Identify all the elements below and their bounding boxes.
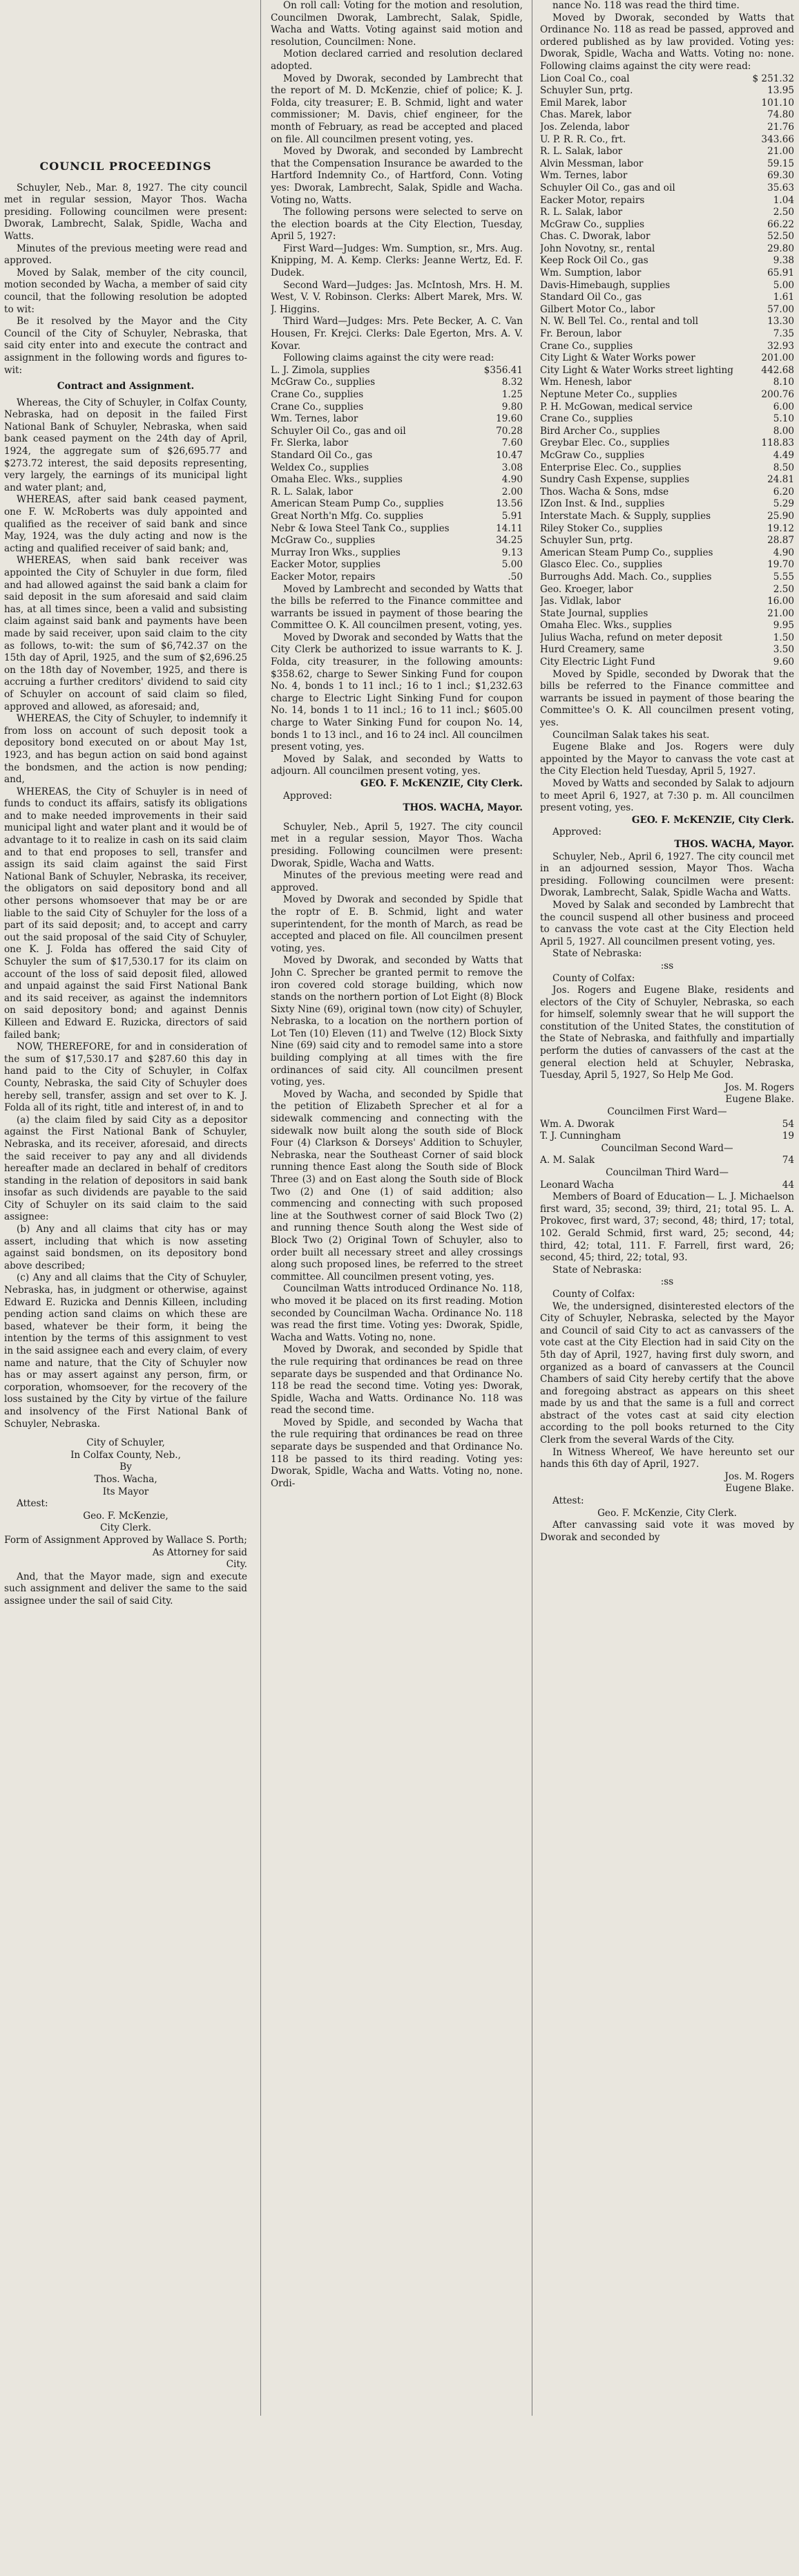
claim-row: Chas. C. Dworak, labor 52.50 xyxy=(540,231,794,243)
claim-row: Davis-Himebaugh, supplies 5.00 xyxy=(540,279,794,291)
claim-row: Wm. Ternes, labor 69.30 xyxy=(540,170,794,182)
claim-row: City Light & Water Works power 201.00 xyxy=(540,352,794,364)
paragraph: Moved by Dworak, seconded by Lambrecht that the report of M. D. McKenzie, chief of police; K. J. Folda, city treasurer; E. B. Schmid, light and water commissioner; M. Davis, chief engineer, for the month of February, as read be accepted and placed on file. All councilmen present voting, yes. xyxy=(271,73,523,145)
votes-heading: Councilman Second Ward— xyxy=(601,1142,733,1154)
claim-row: L. J. Zimola, supplies $356.41 xyxy=(271,364,523,376)
certification-paragraph: We, the undersigned, disinterested electors of the City of Schuyler, Nebraska, selected by the Mayor and Council of said City to act as canvassers of the vote cast at the City Election had in said City on the 5th day of April, 1927, having first duly sworn, and organized as a board of canvassers at the Council Chambers of said City hereby certify that the above and foregoing abstract as appears on this sheet made by us and that the same is a full and correct abstract of the votes cast at said city election according to the poll books returned to the City Clerk from the several Wards of the City. xyxy=(540,1300,794,1446)
paragraph: WHEREAS, the City of Schuyler, to indemnify it from loss on account of such deposit took a depository bond executed on or about May 1st, 1923, and has begun action on said bond against the bondsmen, and the action is now pending; and, xyxy=(4,713,247,786)
claim-row: Schuyler Oil Co., gas and oil 70.28 xyxy=(271,425,523,437)
paragraph: Moved by Lambrecht and seconded by Watts that the bills be referred to the Finance committee and warrants be issued in payment of those bearing the Committee O. K. All councilmen present, voting, yes. xyxy=(271,583,523,632)
paragraph: Third Ward—Judges: Mrs. Pete Becker, A. C. Van Housen, Fr. Krejci. Clerks: Dale Egerton, Mrs. A. V. Kovar. xyxy=(271,316,523,352)
claim-row: Schuyler Sun, prtg. 13.95 xyxy=(540,85,794,97)
claim-row: Interstate Mach. & Supply, supplies 25.90 xyxy=(540,510,794,522)
claim-row: U. P. R. R. Co., frt. 343.66 xyxy=(540,133,794,145)
claim-row: R. L. Salak, labor 2.50 xyxy=(540,207,794,218)
paragraph: Moved by Spidle, and seconded by Wacha that the rule requiring that ordinances be read on three separate days be suspended and that Ordinance No. 118 be passed to its third reading. Voting yes: Dworak, Spidle, Wacha and Watts. Voting no, none. Ordi- xyxy=(271,1417,523,1489)
form-approval: City. xyxy=(226,1559,247,1571)
signature-line: Its Mayor xyxy=(102,1486,149,1497)
claim-row: Jos. Zelenda, labor 21.76 xyxy=(540,121,794,133)
claim-row: Emil Marek, labor 101.10 xyxy=(540,97,794,108)
vote-row: T. J. Cunningham 19 xyxy=(540,1130,794,1142)
claim-row: Standard Oil Co., gas 1.61 xyxy=(540,292,794,303)
claim-row: Weldex Co., supplies 3.08 xyxy=(271,462,523,473)
signature-line: Jos. M. Rogers xyxy=(724,1470,794,1482)
claim-row: City Light & Water Works street lighting 442.68 xyxy=(540,364,794,376)
vote-row: Wm. A. Dworak 54 xyxy=(540,1118,794,1130)
claim-row: N. W. Bell Tel. Co., rental and toll 13.30 xyxy=(540,316,794,328)
vote-row: A. M. Salak 74 xyxy=(540,1155,794,1166)
paragraph: Moved by Salak and seconded by Lambrecht that the council suspend all other business and proceed to canvass the vote cast at the City Election held April 5, 1927. All councilmen present voting, yes. xyxy=(540,899,794,947)
signature-line: Thos. Wacha, xyxy=(94,1473,157,1485)
claim-row: Sundry Cash Expense, supplies 24.81 xyxy=(540,474,794,486)
section-heading: COUNCIL PROCEEDINGS xyxy=(39,160,212,173)
signature-line: Eugene Blake. xyxy=(725,1483,794,1495)
attest-line: Attest: xyxy=(17,1498,48,1510)
paragraph: After canvassing said vote it was moved by Dworak and seconded by xyxy=(540,1519,794,1543)
signature-line: In Colfax County, Neb., xyxy=(70,1449,181,1461)
paragraph: And, that the Mayor made, sign and execute such assignment and deliver the same to the said assignee under the sail of said City. xyxy=(4,1571,247,1607)
claim-row: Crane Co., supplies 1.25 xyxy=(271,389,523,400)
claim-row: Riley Stoker Co., supplies 19.12 xyxy=(540,522,794,534)
signature-line: Jos. M. Rogers xyxy=(724,1081,794,1093)
venue-line: County of Colfax: xyxy=(552,972,635,984)
claim-row: Bird Archer Co., supplies 8.00 xyxy=(540,425,794,437)
paragraph: Moved by Dworak and seconded by Spidle that the roptr of E. B. Schmid, light and water superintendent, for the month of March, as read be accepted and placed on file. All councilmen present voting, yes. xyxy=(271,894,523,954)
claim-row: R. L. Salak, labor 2.00 xyxy=(271,486,523,498)
venue-line: State of Nebraska: xyxy=(552,948,642,960)
claim-row: Crane Co., supplies 5.10 xyxy=(540,413,794,425)
claim-row: McGraw Co., supplies 8.32 xyxy=(271,377,523,388)
attest-line: Geo. F. McKenzie, xyxy=(83,1510,169,1522)
claim-row: Hurd Creamery, same 3.50 xyxy=(540,644,794,656)
claim-row: John Novotny, sr., rental 29.80 xyxy=(540,243,794,254)
claims-list xyxy=(271,365,523,584)
claim-row: IZon Inst. & Ind., supplies 5.29 xyxy=(540,498,794,510)
paragraph: Be it resolved by the Mayor and the City Council of the City of Schuyler, Nebraska, that said city enter into and execute the contract and assignment in the following words and figures to-wit: xyxy=(4,316,247,376)
oath-paragraph: Jos. Rogers and Eugene Blake, residents and electors of the City of Schuyler, Nebraska, so each for himself, solemnly swear that he will support the constitution of the United States, the constitution of the State of Nebraska, and faithfully and impartially perform the duties of canvassers of the cast at the general election held at Schuyler, Nebraska, Tuesday, April 5, 1927, So Help Me God. xyxy=(540,985,794,1081)
paragraph: WHEREAS, when said bank receiver was appointed the City of Schuyler in due form, filed and had allowed against the said bank a claim for said deposit in the sum aforesaid and said claim has, at all times since, been a valid and subsisting claim against said bank and payments have been made by said receiver, upon said claim to the city as follows, to-wit: the sum of $6,742.37 on the 15th day of April, 1925, and the sum of $2,696.25 on the 18th day of November, 1925, and there is accruing a further creditors' dividend to said city of Schuyler on account of said claim so filed, approved and allowed, as aforesaid; and, xyxy=(4,555,247,712)
clerk-signature: GEO. F. McKENZIE, City Clerk. xyxy=(360,778,523,789)
paragraph: Moved by Dworak, and seconded by Spidle that the rule requiring that ordinances be read on three separate days be suspended and that Ordinance No. 118 be read the second time. Voting yes: Dworak, Spidle, Wacha and Watts. Ordinance No. 118 was read the second time. xyxy=(271,1344,523,1417)
claim-row: Jas. Vidlak, labor 16.00 xyxy=(540,596,794,607)
column-2 xyxy=(271,0,523,2416)
paragraph: The following persons were selected to serve on the election boards at the City Election, Tuesday, April 5, 1927: xyxy=(271,207,523,243)
venue-line: State of Nebraska: xyxy=(552,1264,642,1276)
education-votes: Members of Board of Education— L. J. Michaelson first ward, 35; second, 39; third, 21; total 95. L. A. Prokovec, first ward, 37; second, 48; third, 17; total, 102. Gerald Schmid, first ward, 25; second, 44; third, 42; total, 111. F. Farrell, first ward, 26; second, 45; third, 22; total, 93. xyxy=(540,1191,794,1264)
claim-row: Murray Iron Wks., supplies 9.13 xyxy=(271,547,523,558)
signature-line: By xyxy=(119,1461,132,1473)
paragraph: Schuyler, Neb., April 5, 1927. The city council met in a regular session, Mayor Thos. Wacha presiding. Following councilmen were present: Dworak, Spidle, Wacha and Watts. xyxy=(271,821,523,869)
attest-line: Attest: xyxy=(552,1495,584,1507)
approved-label: Approved: xyxy=(552,826,601,838)
venue-line: County of Colfax: xyxy=(552,1288,635,1300)
paragraph: First Ward—Judges: Wm. Sumption, sr., Mrs. Aug. Knipping, M. A. Kemp. Clerks: Jeanne Wertz, Ed. F. Dudek. xyxy=(271,243,523,279)
claim-row: Lion Coal Co., coal $ 251.32 xyxy=(540,73,794,84)
claim-row: Julius Wacha, refund on meter deposit 1.50 xyxy=(540,632,794,643)
claim-row: Alvin Messman, labor 59.15 xyxy=(540,158,794,169)
paragraph: Minutes of the previous meeting were read and approved. xyxy=(271,870,523,893)
claim-row: Eacker Motor, repairs .50 xyxy=(271,571,523,583)
paragraph: Moved by Spidle, seconded by Dworak that the bills be referred to the Finance committee and warrants be issued in payment of those bearing the Committee's O. K. All councilmen present voting, yes. xyxy=(540,668,794,729)
paragraph: On roll call: Voting for the motion and resolution, Councilmen Dworak, Lambrecht, Salak, Spidle, Wacha and Watts. Voting against said motion and resolution, Councilmen: None. xyxy=(271,0,523,48)
column-3 xyxy=(540,0,794,2416)
claim-row: Geo. Kroeger, labor 2.50 xyxy=(540,583,794,595)
claim-row: Thos. Wacha & Sons, mdse 6.20 xyxy=(540,486,794,498)
paragraph: WHEREAS, the City of Schuyler is in need of funds to conduct its affairs, satisfy its obligations and to make needed improvements in their said municipal light and water plant and it would be of advantage to it to realize in cash on its said claim and to that end proposes to sell, transfer and assign its said claim against the said First National Bank of Schuyler, Nebraska, its receiver, the obligators on said depository bond and all other persons whomsoever that may be or are liable to the said City of Schuyler for the loss of a part of its said deposit; and, to accept and carry out the said proposal of the said City of Schuyler, one K. J. Folda has offered the said City of Schuyler the sum of $17,530.17 for its claim on account of the loss of said deposit filed, allowed and unpaid against the said First National Bank and its said receiver, as against the indemnitors on said depository bond; and against Dennis Killeen and Edward E. Ruzicka, directors of said failed bank; xyxy=(4,786,247,1041)
votes-heading: Councilman Third Ward— xyxy=(606,1167,729,1178)
paragraph: (c) Any and all claims that the City of Schuyler, Nebraska, has, in judgment or otherwise, against Edward E. Ruzicka and Dennis Killeen, including pending action sand claims on which these are based, whatever be their form, it being the intention by the terms of this assignment to vest in the said assignee each and every claim, of every name and nature, that the City of Schuyler now has or may assert against any person, firm, or corporation, whomsoever, for the recovery of the loss sustained by the City by virtue of the failure and insolvency of the First National Bank of Schuyler, Nebraska. xyxy=(4,1272,247,1430)
paragraph: Councilman Salak takes his seat. xyxy=(552,729,710,741)
venue-line: :ss xyxy=(660,1276,674,1288)
paragraph: Moved by Dworak, and seconded by Lambrecht that the Compensation Insurance be awarded to the Hartford Indemnity Co., of Hartford, Conn. Voting yes: Dworak, Lambrecht, Salak, Spidle and Wacha. Voting no, Watts. xyxy=(271,146,523,206)
column-1 xyxy=(4,0,247,2576)
approved-label: Approved: xyxy=(283,790,332,802)
subheading: Contract and Assignment. xyxy=(57,381,195,392)
claim-row: State Journal, supplies 21.00 xyxy=(540,607,794,619)
signature-line: City of Schuyler, xyxy=(86,1437,165,1449)
paragraph: Moved by Watts and seconded by Salak to adjourn to meet April 6, 1927, at 7:30 p. m. All councilmen present voting, yes. xyxy=(540,778,794,814)
paragraph: Councilman Watts introduced Ordinance No. 118, who moved it be placed on its first reading. Motion seconded by Councilman Wacha. Ordinance No. 118 was read the first time. Voting yes: Dworak, Spidle, Wacha and Watts. Voting no, none. xyxy=(271,1283,523,1343)
claim-row: Fr. Slerka, labor 7.60 xyxy=(271,437,523,449)
claim-row: McGraw Co., supplies 34.25 xyxy=(271,535,523,547)
claim-row: Gilbert Motor Co., labor 57.00 xyxy=(540,303,794,315)
paragraph: Schuyler, Neb., April 6, 1927. The city council met in an adjourned session, Mayor Thos. Wacha presiding. Following councilmen were present: Dworak, Lambrecht, Salak, Spidle Wacha and Watts. xyxy=(540,851,794,899)
claim-row: Standard Oil Co., gas 10.47 xyxy=(271,449,523,461)
claim-row: Glasco Elec. Co., supplies 19.70 xyxy=(540,559,794,571)
claim-row: Keep Rock Oil Co., gas 9.38 xyxy=(540,255,794,267)
paragraph: Following claims against the city were read: xyxy=(283,352,494,364)
paragraph: Eugene Blake and Jos. Rogers were duly appointed by the Mayor to canvass the vote cast at the City Election held Tuesday, April 5, 1927. xyxy=(540,741,794,777)
claim-row: P. H. McGowan, medical service 6.00 xyxy=(540,401,794,413)
claim-row: Wm. Henesh, labor 8.10 xyxy=(540,377,794,388)
claim-row: American Steam Pump Co., supplies 13.56 xyxy=(271,498,523,510)
claim-row: McGraw Co., supplies 4.49 xyxy=(540,449,794,461)
claim-row: City Electric Light Fund 9.60 xyxy=(540,656,794,668)
form-approval: As Attorney for said xyxy=(152,1546,247,1558)
paragraph: Schuyler, Neb., Mar. 8, 1927. The city council met in regular session, Mayor Thos. Wacha presiding. Following councilmen were present: Dworak, Lambrecht, Salak, Spidle, Wacha and Watts. xyxy=(4,182,247,242)
paragraph: Moved by Salak, and seconded by Watts to adjourn. All councilmen present voting, yes. xyxy=(271,753,523,777)
mayor-signature: THOS. WACHA, Mayor. xyxy=(403,802,523,814)
paragraph: Moved by Dworak, seconded by Watts that Ordinance No. 118 as read be passed, approved and ordered published as by law provided. Voting yes: Dworak, Spidle, Wacha and Watts. Voting no: none. Following claims against the city were read: xyxy=(540,12,794,72)
votes-heading: Councilmen First Ward— xyxy=(607,1106,727,1118)
paragraph: Motion declared carried and resolution declared adopted. xyxy=(271,48,523,72)
claim-row: Schuyler Sun, prtg. 28.87 xyxy=(540,535,794,547)
paragraph: (b) Any and all claims that city has or may assert, including that which is now asseting against said bondsmen, on its depository bond above described; xyxy=(4,1224,247,1271)
claims-list xyxy=(540,73,794,669)
paragraph: Moved by Dworak, and seconded by Watts that John C. Sprecher be granted permit to remove the iron covered cold storage building, which now stands on the northern portion of Lot Eight (8) Block Sixty Nine (69), original town (now city) of Schuyler, Nebraska, to a location on the northern portion of Lot Ten (10) Eleven (11) and Twelve (12) Block Sixty Nine (69) said city and to remodel same into a store building complying at all times with the fire ordinances of said city. All councilmen present voting, yes. xyxy=(271,955,523,1088)
claim-row: Omaha Elec. Wks., supplies 9.95 xyxy=(540,620,794,632)
claim-row: Burroughs Add. Mach. Co., supplies 5.55 xyxy=(540,571,794,583)
claim-row: Enterprise Elec. Co., supplies 8.50 xyxy=(540,462,794,473)
paragraph: (a) the claim filed by said City as a depositor against the First National Bank of Schuyler, Nebraska, and its receiver, aforesaid, and directs the said receiver to pay any and all dividends hereafter made an declared in behalf of creditors standing in the relation of depositors in said bank insofar as such dividends are payable to the said City of Schuyler on its said claim to the said assignee: xyxy=(4,1114,247,1223)
signature-line: Eugene Blake. xyxy=(725,1094,794,1106)
venue-line: :ss xyxy=(660,960,674,972)
paragraph: Second Ward—Judges: Jas. McIntosh, Mrs. H. M. West, V. V. Robinson. Clerks: Albert Marek, Mrs. W. J. Higgins. xyxy=(271,279,523,315)
paragraph: nance No. 118 was read the third time. xyxy=(552,0,740,11)
claim-row: R. L. Salak, labor 21.00 xyxy=(540,146,794,158)
form-approval: Form of Assignment Approved by Wallace S. Porth; xyxy=(4,1534,247,1546)
mayor-signature: THOS. WACHA, Mayor. xyxy=(674,838,794,850)
clerk-signature: GEO. F. McKENZIE, City Clerk. xyxy=(631,814,794,826)
claim-row: American Steam Pump Co., supplies 4.90 xyxy=(540,547,794,558)
claim-row: Wm. Ternes, labor 19.60 xyxy=(271,413,523,425)
claim-row: Crane Co., supplies 32.93 xyxy=(540,340,794,352)
witness-paragraph: In Witness Whereof, We have hereunto set our hands this 6th day of April, 1927. xyxy=(540,1446,794,1470)
vote-row: Leonard Wacha 44 xyxy=(540,1179,794,1191)
claim-row: Crane Co., supplies 9.80 xyxy=(271,401,523,413)
column-rule xyxy=(260,0,261,2416)
claim-row: Great North'n Mfg. Co. supplies 5.91 xyxy=(271,510,523,522)
claim-row: Eacker Motor, repairs 1.04 xyxy=(540,194,794,206)
claim-row: Omaha Elec. Wks., supplies 4.90 xyxy=(271,474,523,486)
paragraph: Moved by Wacha, and seconded by Spidle that the petition of Elizabeth Sprecher et al for a sidewalk commencing and connecting with the sidewalk now built along the south side of Block Four (4) Clarkson & Dorseys' Addition to Schuyler, Nebraska, near the Southeast Corner of said block running thence East along the South side of Block Three (3) and on East along the South side of Block Two (2) and One (1) of said addition; also commencing and connecting with such proposed line at the Southwest corner of said Block Two (2) and running thence South along the West side of Block Two (2) Original Town of Schuyler, also to order built all necessary street and alley crossings along such proposed lines, be referred to the street committee. All councilmen present voting, yes. xyxy=(271,1088,523,1282)
claim-row: Eacker Motor, supplies 5.00 xyxy=(271,559,523,571)
claim-row: Wm. Sumption, labor 65.91 xyxy=(540,267,794,279)
attest-line: City Clerk. xyxy=(99,1522,152,1534)
paragraph: Whereas, the City of Schuyler, in Colfax County, Nebraska, had on deposit in the failed First National Bank of Schuyler, Nebraska, when said bank ceased payment on the 24th day of April, 1924, the aggregate sum of $26,695.77 and $273.72 interest, the said deposits representing, very largely, the earnings of its municipal light and water plant; and, xyxy=(4,397,247,493)
claim-row: Schuyler Oil Co., gas and oil 35.63 xyxy=(540,182,794,193)
claim-row: Nebr & Iowa Steel Tank Co., supplies 14.11 xyxy=(271,522,523,534)
paragraph: Moved by Salak, member of the city council, motion seconded by Wacha, a member of said city council, that the following resolution be adopted to wit: xyxy=(4,267,247,315)
claim-row: Fr. Beroun, labor 7.35 xyxy=(540,328,794,340)
claim-row: Neptune Meter Co., supplies 200.76 xyxy=(540,389,794,400)
claim-row: McGraw Co., supplies 66.22 xyxy=(540,218,794,230)
paragraph: Minutes of the previous meeting were read and approved. xyxy=(4,243,247,267)
paragraph: WHEREAS, after said bank ceased payment, one F. W. McRoberts was duly appointed and qualified as the receiver of said bank and since May, 1924, was the duly acting and now is the acting and qualified receiver of said bank; and, xyxy=(4,494,247,554)
attest-line: Geo. F. McKenzie, City Clerk. xyxy=(597,1507,737,1519)
paragraph: Moved by Dworak and seconded by Watts that the City Clerk be authorized to issue warrants to K. J. Folda, city treasurer, in the following amounts: $358.62, charge to Sewer Sinking Fund for coupon No. 4, bonds 1 to 11 incl.; 16 to 1 incl.; $1,232.63 charge to Electric Light Sinking Fund for coupon No. 14, bonds 1 to 11 incl.; 16 to 11 incl.; $605.00 charge to Water Sinking Fund for coupon No. 14, bonds 1 to 13 incl., and 16 to 24 incl. All councilmen present voting, yes. xyxy=(271,632,523,753)
paragraph: NOW, THEREFORE, for and in consideration of the sum of $17,530.17 and $287.60 this day in hand paid to the City of Schuyler, in Colfax County, Nebraska, the said City of Schuyler does hereby sell, transfer, assign and set over to K. J. Folda all of its right, title and interest of, in and to xyxy=(4,1041,247,1114)
claim-row: Greybar Elec. Co., supplies 118.83 xyxy=(540,437,794,449)
claim-row: Chas. Marek, labor 74.80 xyxy=(540,109,794,121)
